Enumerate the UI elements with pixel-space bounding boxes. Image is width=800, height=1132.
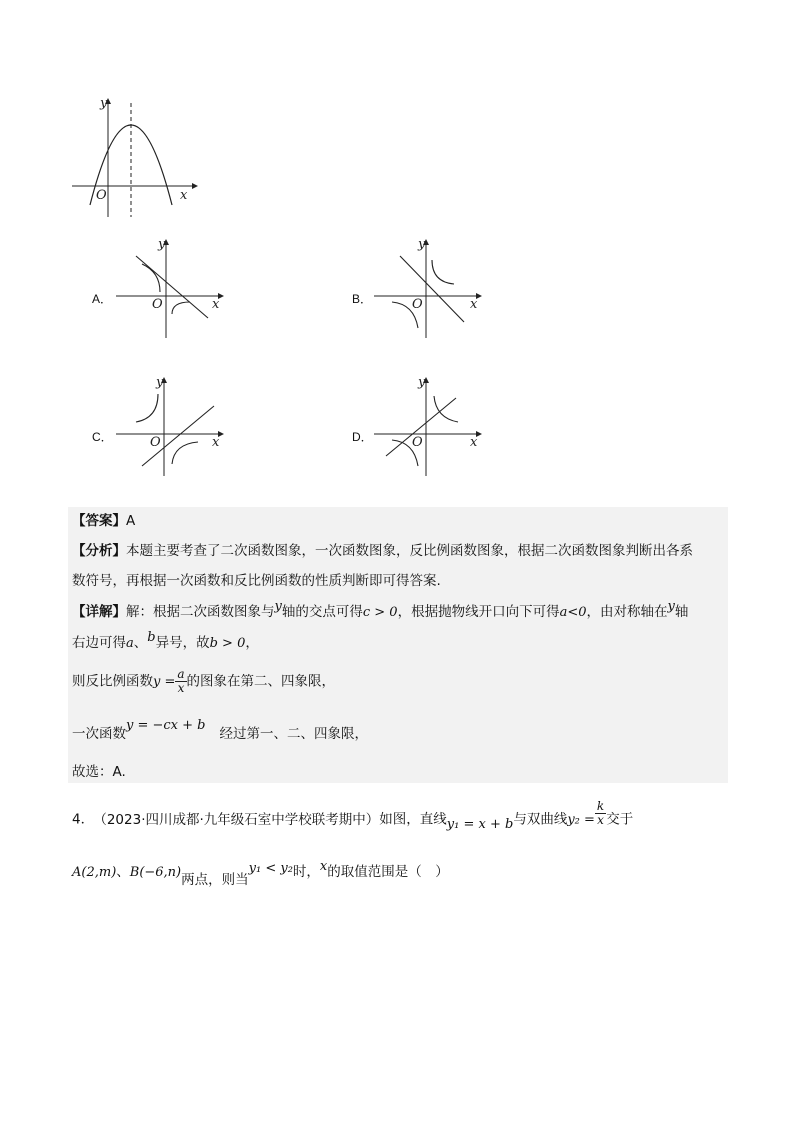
detail-line-4: 一次函数y = −cx + b经过第一、二、四象限， <box>72 718 368 742</box>
option-c-label[interactable]: C． <box>92 430 113 444</box>
origin-label: O <box>96 188 107 203</box>
detail-line-1: 【详解】解：根据二次函数图象与y轴的交点可得c > 0，根据抛物线开口向下可得a<0，由对称轴在y轴 <box>72 599 689 620</box>
option-d-graph[interactable] <box>372 372 484 480</box>
option-d-label[interactable]: D． <box>352 430 373 444</box>
detail-line-5: 故选：A. <box>72 764 126 780</box>
y-axis-label: y <box>100 96 108 111</box>
hyperbola-branch-q4 <box>172 302 190 314</box>
option-c-graph[interactable] <box>114 372 226 480</box>
svg-text:x: x <box>212 435 220 450</box>
svg-text:O: O <box>412 435 423 450</box>
svg-text:y: y <box>158 237 166 252</box>
option-a-graph[interactable] <box>114 234 226 342</box>
x-axis-label: x <box>180 188 188 203</box>
svg-text:y: y <box>418 237 426 252</box>
option-b-label[interactable]: B． <box>352 292 373 306</box>
answer-line <box>72 511 135 531</box>
svg-text:x: x <box>470 297 478 312</box>
analysis-tag: 【分析】 <box>72 543 126 559</box>
detail-tag: 【详解】 <box>72 604 126 620</box>
analysis-line-2: 数符号，再根据一次函数和反比例函数的性质判断即可得答案. <box>72 573 441 589</box>
hyperbola-branch-q2 <box>136 394 158 422</box>
svg-text:O: O <box>150 435 161 450</box>
x-axis-arrow <box>192 183 198 189</box>
detail-line-2: 右边可得a、b异号，故b > 0， <box>72 630 259 651</box>
question-source: （2023·四川成都·九年级石室中学校联考期中） <box>100 811 380 828</box>
question-4-line-1: 4． （2023·四川成都·九年级石室中学校联考期中）如图，直线y₁ = x + b与双曲线y₂ = $\frac{k}{x}$ 交于 <box>72 799 634 832</box>
parabola-figure <box>68 95 198 220</box>
svg-text:x: x <box>212 297 220 312</box>
svg-text:x: x <box>470 435 478 450</box>
fraction-a-over-x: $\frac{a}{x}$ <box>177 667 185 695</box>
svg-text:y: y <box>418 375 426 390</box>
svg-text:y: y <box>156 375 164 390</box>
answer-value: A <box>126 513 136 529</box>
question-4-line-2: A(2,m)、B(−6,n)两点，则当y₁ < y₂时，x的取值范围是（ ） <box>72 859 449 888</box>
hyperbola-branch-q4 <box>172 442 198 464</box>
fraction-k-over-x: $\frac{k}{x}$ <box>596 799 605 827</box>
analysis-line-1: 【分析】本题主要考查了二次函数图象，一次函数图象，反比例函数图象，根据二次函数图象判断出各系 <box>72 543 693 559</box>
hyperbola-branch-q1 <box>432 260 454 284</box>
option-b-graph[interactable] <box>372 234 484 342</box>
detail-line-3: 则反比例函数y = $\frac{a}{x}$ 的图象在第二、四象限， <box>72 667 336 695</box>
linear-function <box>136 256 208 318</box>
svg-text:O: O <box>152 297 163 312</box>
question-number: 4． <box>72 811 95 828</box>
option-a-label[interactable]: A． <box>92 292 113 306</box>
answer-tag: 【答案】 <box>72 513 126 529</box>
svg-text:O: O <box>412 297 423 312</box>
